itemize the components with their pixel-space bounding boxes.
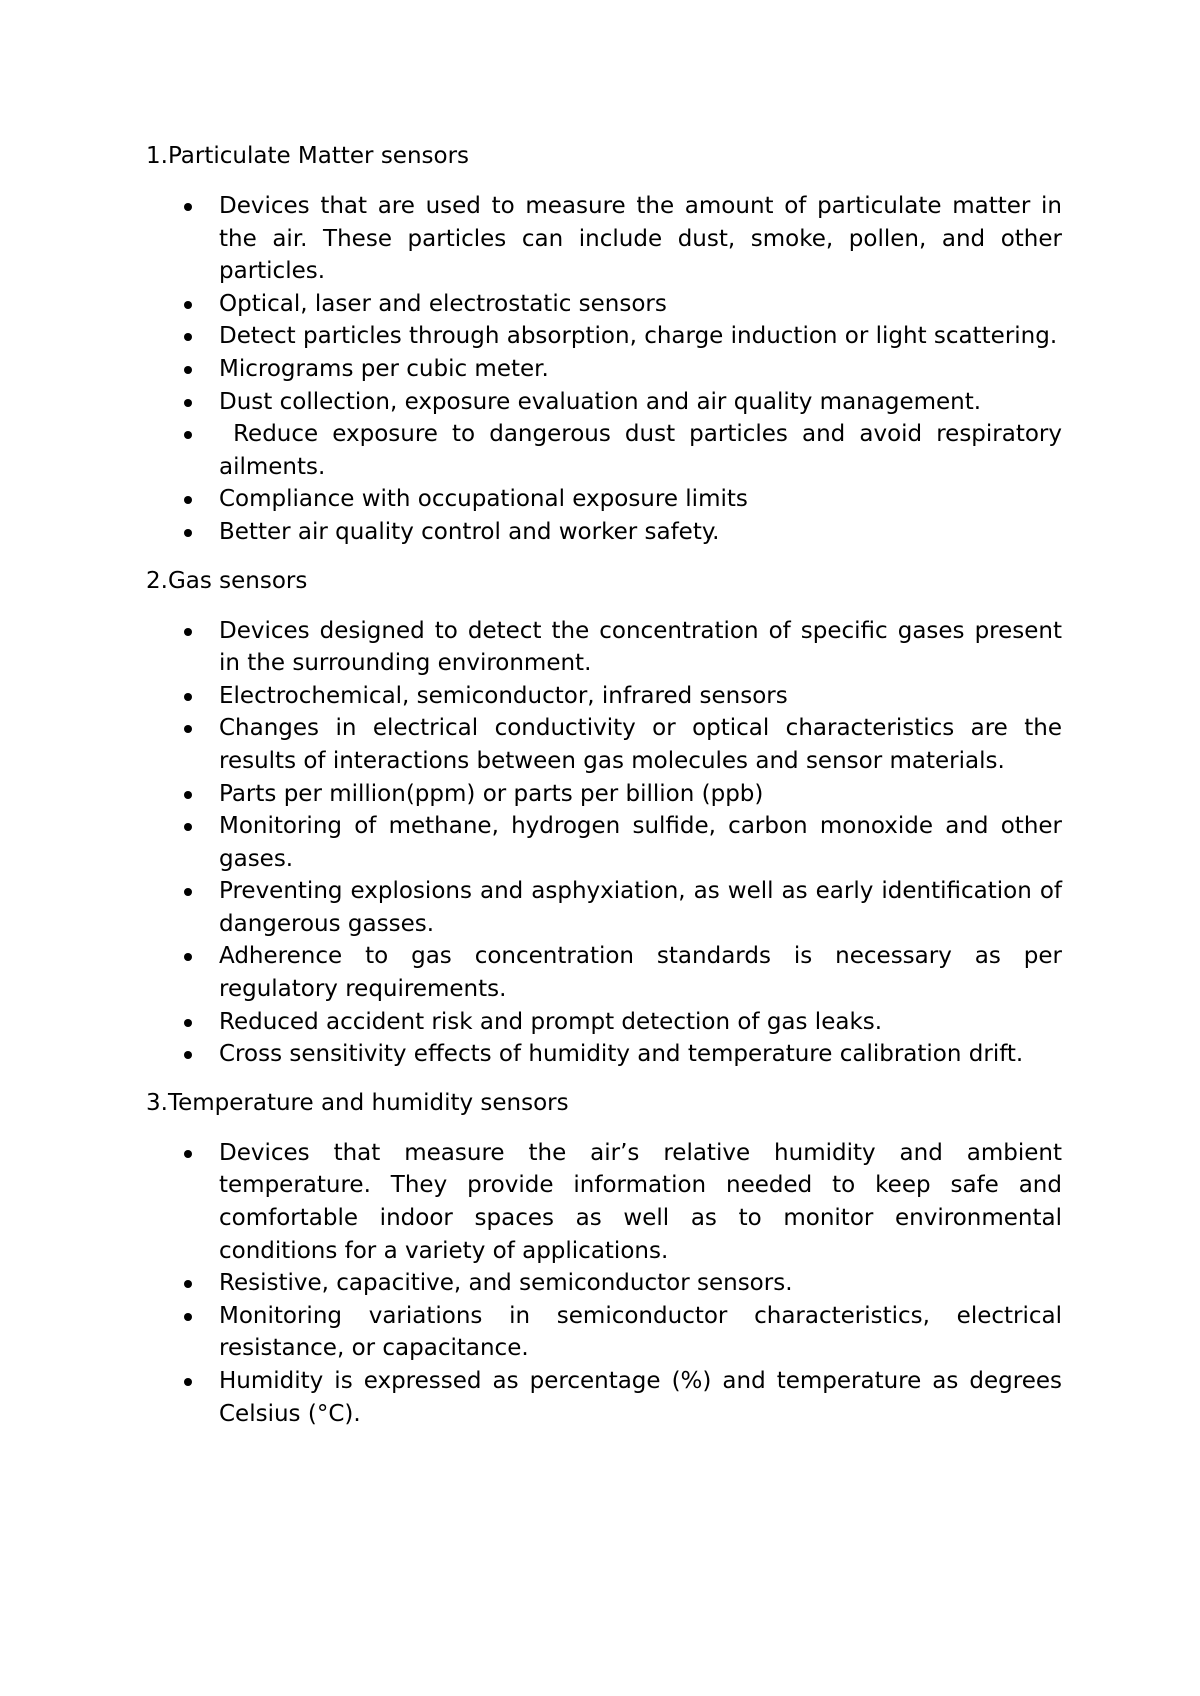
section-heading: 1.Particulate Matter sensors bbox=[146, 143, 470, 169]
bullet-icon bbox=[184, 301, 192, 309]
bullet-icon bbox=[184, 1313, 192, 1321]
list-item-text: Adherence to gas concentration standards is necessary as per regulatory requirements. bbox=[219, 943, 1062, 1003]
bullet-icon bbox=[184, 366, 192, 374]
document-page bbox=[146, 140, 1070, 1446]
list-item bbox=[146, 1137, 1062, 1267]
list-item-text: Optical, laser and electrostatic sensors bbox=[219, 290, 667, 317]
bullet-icon bbox=[184, 693, 192, 701]
bullet-icon bbox=[184, 1019, 192, 1027]
list-item-text: Changes in electrical conductivity or optical characteristics are the results of interactions between gas molecules and sensor materials. bbox=[219, 715, 1062, 774]
list-item bbox=[146, 386, 1062, 419]
list-item bbox=[146, 778, 1062, 811]
bullet-icon bbox=[184, 333, 192, 341]
list-item bbox=[146, 875, 1062, 940]
list-item bbox=[146, 810, 1062, 875]
list-item bbox=[146, 1267, 1062, 1300]
list-item bbox=[146, 712, 1062, 777]
list-item-text: Reduce exposure to dangerous dust particles and avoid respiratory ailments. bbox=[219, 421, 1070, 480]
bullet-list bbox=[146, 190, 1070, 549]
bullet-icon bbox=[184, 888, 192, 896]
list-item-text: Preventing explosions and asphyxiation, as well as early identification of dangerous gasses. bbox=[219, 878, 1062, 937]
list-item bbox=[146, 516, 1062, 549]
bullet-icon bbox=[184, 953, 192, 961]
list-item bbox=[146, 320, 1062, 353]
list-item bbox=[146, 1006, 1062, 1039]
section-heading: 2.Gas sensors bbox=[146, 567, 308, 594]
bullet-icon bbox=[184, 1378, 192, 1386]
bullet-icon bbox=[184, 203, 192, 211]
list-item-text: Dust collection, exposure evaluation and air quality management. bbox=[219, 388, 982, 415]
bullet-icon bbox=[184, 496, 192, 504]
list-item bbox=[146, 418, 1070, 483]
list-item-text: Humidity is expressed as percentage (%) and temperature as degrees Celsius (°C). bbox=[219, 1368, 1062, 1427]
bullet-icon bbox=[184, 431, 192, 439]
list-item bbox=[146, 680, 1062, 713]
list-item bbox=[146, 1365, 1062, 1430]
list-item-text: Resistive, capacitive, and semiconductor sensors. bbox=[219, 1270, 793, 1297]
bullet-icon bbox=[184, 725, 192, 733]
bullet-icon bbox=[184, 1051, 192, 1059]
list-item bbox=[146, 288, 1062, 321]
list-item-text: Devices designed to detect the concentration of specific gases present in the surrounding environment. bbox=[219, 617, 1062, 677]
bullet-icon bbox=[184, 399, 192, 407]
list-item-text: Monitoring of methane, hydrogen sulfide, carbon monoxide and other gases. bbox=[219, 813, 1062, 872]
list-item-text: Electrochemical, semiconductor, infrared sensors bbox=[219, 682, 788, 709]
section-particulate-matter bbox=[146, 140, 1070, 549]
list-item bbox=[146, 483, 1062, 516]
list-item bbox=[146, 615, 1062, 680]
list-item-text: Devices that are used to measure the amount of particulate matter in the air. These particles can include dust, smoke, pollen, and other particles. bbox=[219, 193, 1062, 285]
list-item-text: Compliance with occupational exposure limits bbox=[219, 486, 748, 513]
list-item-text: Micrograms per cubic meter. bbox=[219, 355, 549, 382]
list-item-text: Cross sensitivity effects of humidity and temperature calibration drift. bbox=[219, 1041, 1024, 1068]
section-heading: 3.Temperature and humidity sensors bbox=[146, 1089, 569, 1116]
list-item bbox=[146, 190, 1062, 288]
list-item-text: Devices that measure the air’s relative humidity and ambient temperature. They provide information needed to keep safe and comfortable indoor spaces as well as to monitor environmental conditions for a variety of applications. bbox=[219, 1139, 1062, 1264]
section-temperature-humidity bbox=[146, 1087, 1062, 1430]
bullet-icon bbox=[184, 1280, 192, 1288]
list-item-text: Better air quality control and worker safety. bbox=[219, 518, 720, 545]
list-item-text: Monitoring variations in semiconductor characteristics, electrical resistance, or capacitance. bbox=[219, 1302, 1062, 1362]
list-item-text: Reduced accident risk and prompt detection of gas leaks. bbox=[219, 1008, 883, 1035]
bullet-icon bbox=[184, 628, 192, 636]
list-item-text: Parts per million(ppm) or parts per billion (ppb) bbox=[219, 780, 764, 807]
list-item bbox=[146, 1038, 1062, 1071]
bullet-icon bbox=[184, 791, 192, 799]
bullet-icon bbox=[184, 823, 192, 831]
list-item bbox=[146, 940, 1062, 1005]
bullet-icon bbox=[184, 1150, 192, 1158]
bullet-list bbox=[146, 1137, 1062, 1430]
bullet-list bbox=[146, 615, 1062, 1071]
list-item-text: Detect particles through absorption, charge induction or light scattering. bbox=[219, 323, 1058, 350]
bullet-icon bbox=[184, 529, 192, 537]
list-item bbox=[146, 1300, 1062, 1365]
section-gas-sensors bbox=[146, 565, 1062, 1071]
list-item bbox=[146, 353, 1062, 386]
